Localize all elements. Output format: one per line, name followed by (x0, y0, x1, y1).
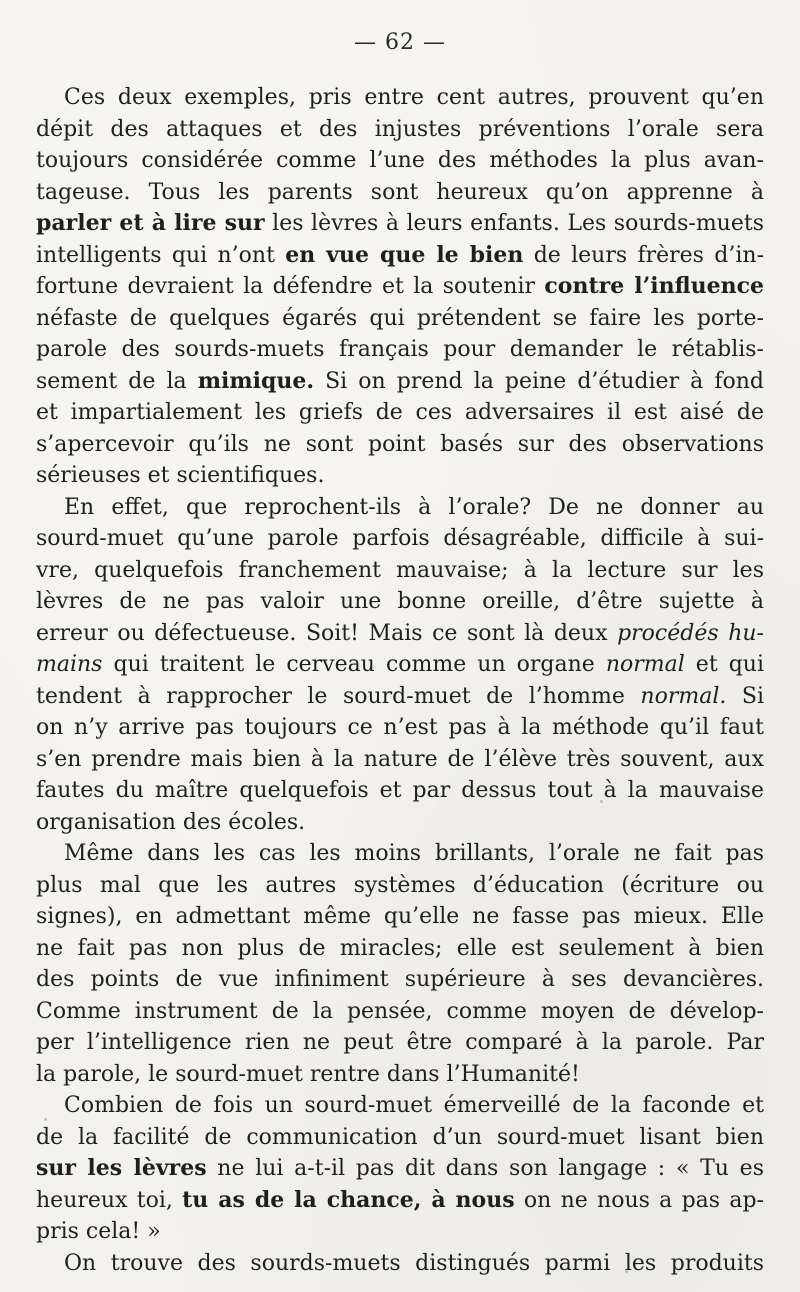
text-run: on ne nous a pas ap- (514, 1187, 764, 1213)
text-line (36, 271, 764, 303)
text-line: et impartialement les griefs de ces adversaires il est aisé de (36, 400, 764, 425)
text-line: lèvres de ne pas valoir une bonne oreille, d’être sujette à (36, 589, 764, 614)
bold-text-run: en vue que le bien (285, 241, 524, 268)
bold-text-run: contre l’influence (544, 273, 764, 299)
text-line (36, 208, 764, 240)
text-line (36, 1185, 764, 1217)
text-run: intelligents qui n’ont (36, 242, 286, 268)
text-line: néfaste de quelques égarés qui prétendent se faire les porte- (36, 305, 764, 331)
text-line: pris cela! » (36, 1219, 161, 1244)
text-line: Combien de fois un sourd-muet émerveillé de la faconde et (64, 1093, 764, 1118)
page-number: — 62 — (354, 30, 446, 55)
text-line: vre, quelquefois franchement mauvaise; à la lecture sur les (36, 557, 764, 583)
bold-text-run: parler et à lire sur (36, 210, 265, 236)
bold-text-run: sur les lèvres (36, 1155, 207, 1181)
text-line: En effet, que reprochent-ils à l’orale? De ne donner au (64, 494, 764, 520)
paper-speck (44, 1118, 47, 1121)
text-line: Même dans les cas les moins brillants, l’orale ne fait pas (64, 841, 764, 866)
text-line (36, 681, 764, 713)
text-line: fautes du maître quelquefois et par dessus tout à la mauvaise (36, 778, 764, 803)
italic-text-run: normal (605, 652, 685, 677)
text-run: erreur ou défectueuse. Soit! Mais ce sont là deux (36, 620, 618, 646)
text-line (36, 649, 764, 681)
text-line: organisation des écoles. (36, 809, 306, 835)
text-run: et qui (684, 652, 764, 677)
text-line (36, 366, 764, 398)
text-line (36, 618, 764, 650)
text-line: ne fait pas non plus de miracles; elle est seulement à bien (36, 935, 764, 961)
italic-text-run: mains (36, 652, 103, 677)
bold-text-run: tu as de la chance, à nous (182, 1186, 515, 1213)
italic-text-run: procédés hu- (617, 620, 764, 646)
text-line: signes), en admettant même qu’elle ne fasse pas mieux. Elle (36, 904, 764, 929)
paper-speck (600, 800, 603, 803)
text-run: de leurs frères d’in- (523, 242, 764, 268)
body-text (36, 82, 764, 1279)
italic-text-run: normal. (640, 683, 727, 709)
text-line: parole des sourds-muets français pour demander le rétablis- (36, 337, 764, 362)
text-line: dépit des attaques et des injustes préventions l’orale sera (36, 116, 764, 142)
text-run: qui traitent le cerveau comme un organe (102, 652, 606, 677)
text-line (36, 1153, 764, 1185)
text-line: per l’intelligence rien ne peut être comparé à la parole. Par (36, 1030, 764, 1055)
text-run: tendent à rapprocher le sourd-muet de l’homme (36, 683, 641, 709)
text-line (36, 240, 764, 272)
text-line: plus mal que les autres systèmes d’éducation (écriture ou (36, 872, 764, 898)
bold-text-run: mimique. (197, 367, 314, 394)
text-line: On trouve des sourds-muets distingués parmi les produits (64, 1250, 764, 1276)
text-run: fortune devraient la défendre et la soutenir (36, 274, 545, 299)
text-line: la parole, le sourd-muet rentre dans l’Humanité! (36, 1061, 580, 1087)
text-run: ne lui a-t-il pas dit dans son langage : « Tu es (206, 1156, 764, 1181)
text-run: Si on prend la peine d’étudier à fond (314, 368, 764, 394)
text-run: sement de la (36, 368, 198, 394)
text-line: Comme instrument de la pensée, comme moyen de dévelop- (36, 998, 764, 1024)
text-line: Ces deux exemples, pris entre cent autres, prouvent qu’en (64, 85, 764, 110)
text-line: tageuse. Tous les parents sont heureux qu’on apprenne à (36, 179, 764, 205)
paper-speck (625, 1270, 628, 1273)
text-run: Si (726, 683, 764, 709)
text-line: on n’y arrive pas toujours ce n’est pas à la méthode qu’il faut (36, 715, 764, 740)
text-line: sérieuses et scientifiques. (36, 463, 325, 488)
text-line: toujours considérée comme l’une des méthodes la plus avan- (36, 148, 764, 173)
text-line: sourd-muet qu’une parole parfois désagréable, difficile à sui- (36, 526, 764, 551)
text-run: les lèvres à leurs enfants. Les sourds-muets (264, 211, 764, 236)
text-line: s’en prendre mais bien à la nature de l’élève très souvent, aux (36, 746, 764, 772)
text-run: heureux toi, (36, 1187, 183, 1213)
text-line: des points de vue infiniment supérieure à ses devancières. (36, 967, 764, 992)
text-line: de la facilité de communication d’un sourd-muet lisant bien (36, 1124, 764, 1150)
text-line: s’apercevoir qu’ils ne sont point basés sur des observations (36, 431, 764, 457)
